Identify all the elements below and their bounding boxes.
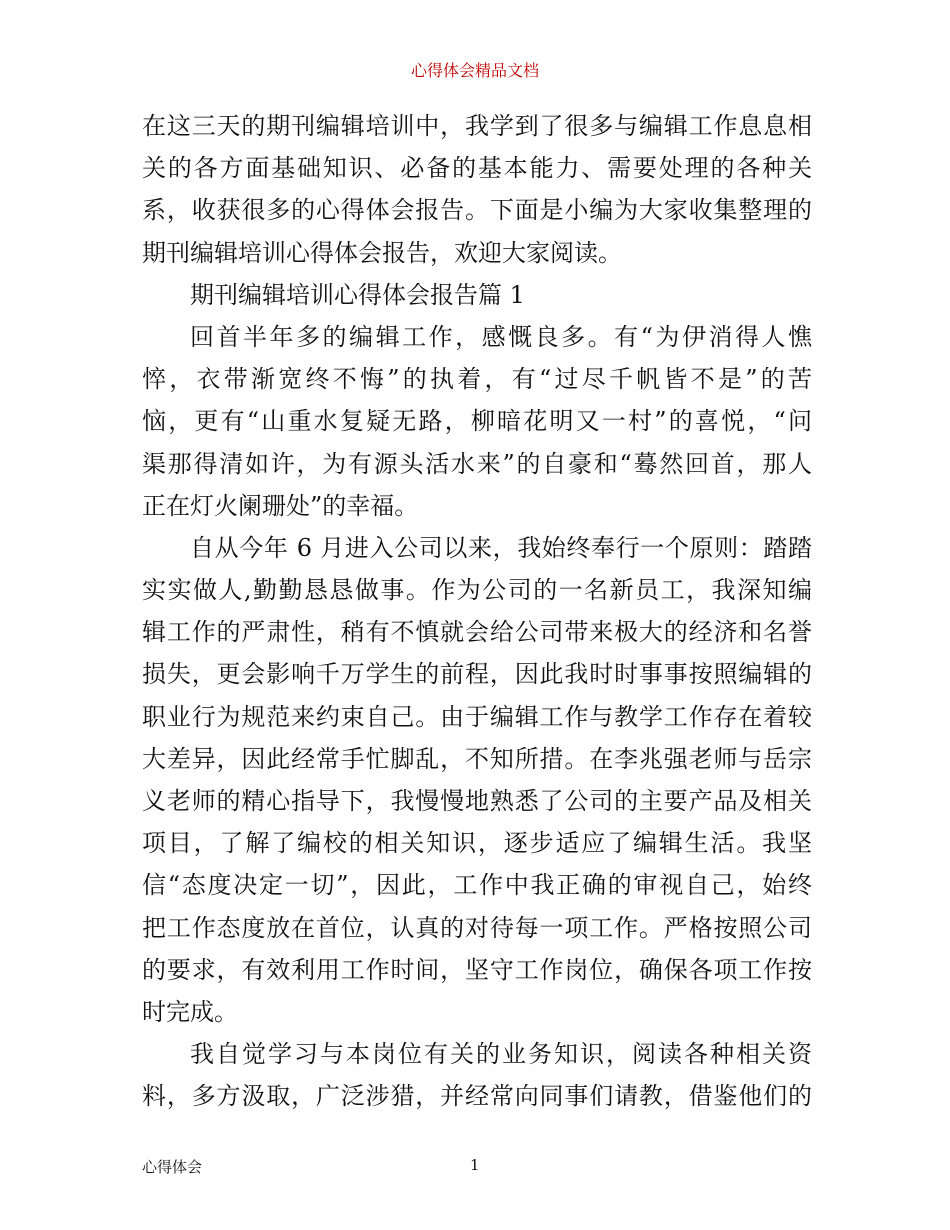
text-line: 的要求，有效利用工作时间，坚守工作岗位，确保各项工作按	[142, 955, 812, 984]
text-line: 系，收获很多的心得体会报告。下面是小编为大家收集整理的	[142, 196, 812, 225]
text-line: 时完成。	[142, 997, 238, 1026]
footer-label: 心得体会	[142, 1158, 203, 1176]
text-line: 渠那得清如许，为有源头活水来”的自豪和“蓦然回首，那人	[142, 449, 812, 478]
text-line: 损失，更会影响千万学生的前程，因此我时时事事按照编辑的	[142, 660, 812, 689]
text-line: 悴，衣带渐宽终不悔”的执着，有“过尽千帆皆不是”的苦	[142, 365, 812, 394]
text-line: 辑工作的严肃性，稍有不慎就会给公司带来极大的经济和名誉	[142, 618, 812, 647]
text-line: 期刊编辑培训心得体会报告篇 1	[190, 280, 525, 309]
text-line: 料，多方汲取，广泛涉猎，并经常向同事们请教，借鉴他们的	[142, 1082, 812, 1111]
text-line: 信“态度决定一切”，因此，工作中我正确的审视自己，始终	[142, 871, 812, 900]
text-line: 恼，更有“山重水复疑无路，柳暗花明又一村”的喜悦，“问	[142, 407, 812, 436]
text-line: 自从今年 6 月进入公司以来，我始终奉行一个原则：踏踏	[190, 533, 812, 562]
text-line: 项目，了解了编校的相关知识，逐步适应了编辑生活。我坚	[142, 829, 812, 858]
document-body	[142, 105, 812, 1118]
text-line: 正在灯火阑珊处”的幸福。	[142, 491, 419, 520]
text-line: 回首半年多的编辑工作，感慨良多。有“为伊消得人憔	[190, 322, 812, 351]
text-line: 关的各方面基础知识、必备的基本能力、需要处理的各种关	[142, 154, 812, 183]
text-line: 实实做人,勤勤恳恳做事。作为公司的一名新员工，我深知编	[142, 576, 812, 605]
page-header-title: 心得体会精品文档	[410, 61, 539, 80]
text-line: 期刊编辑培训心得体会报告，欢迎大家阅读。	[142, 238, 622, 267]
text-line: 义老师的精心指导下，我慢慢地熟悉了公司的主要产品及相关	[142, 787, 812, 815]
page-number: 1	[470, 1156, 480, 1174]
text-line: 我自觉学习与本岗位有关的业务知识，阅读各种相关资	[190, 1040, 812, 1069]
text-line: 在这三天的期刊编辑培训中，我学到了很多与编辑工作息息相	[142, 112, 812, 140]
text-line: 职业行为规范来约束自己。由于编辑工作与教学工作存在着较	[142, 702, 812, 731]
text-line: 把工作态度放在首位，认真的对待每一项工作。严格按照公司	[142, 913, 812, 942]
text-line: 大差异，因此经常手忙脚乱，不知所措。在李兆强老师与岳宗	[142, 744, 812, 773]
